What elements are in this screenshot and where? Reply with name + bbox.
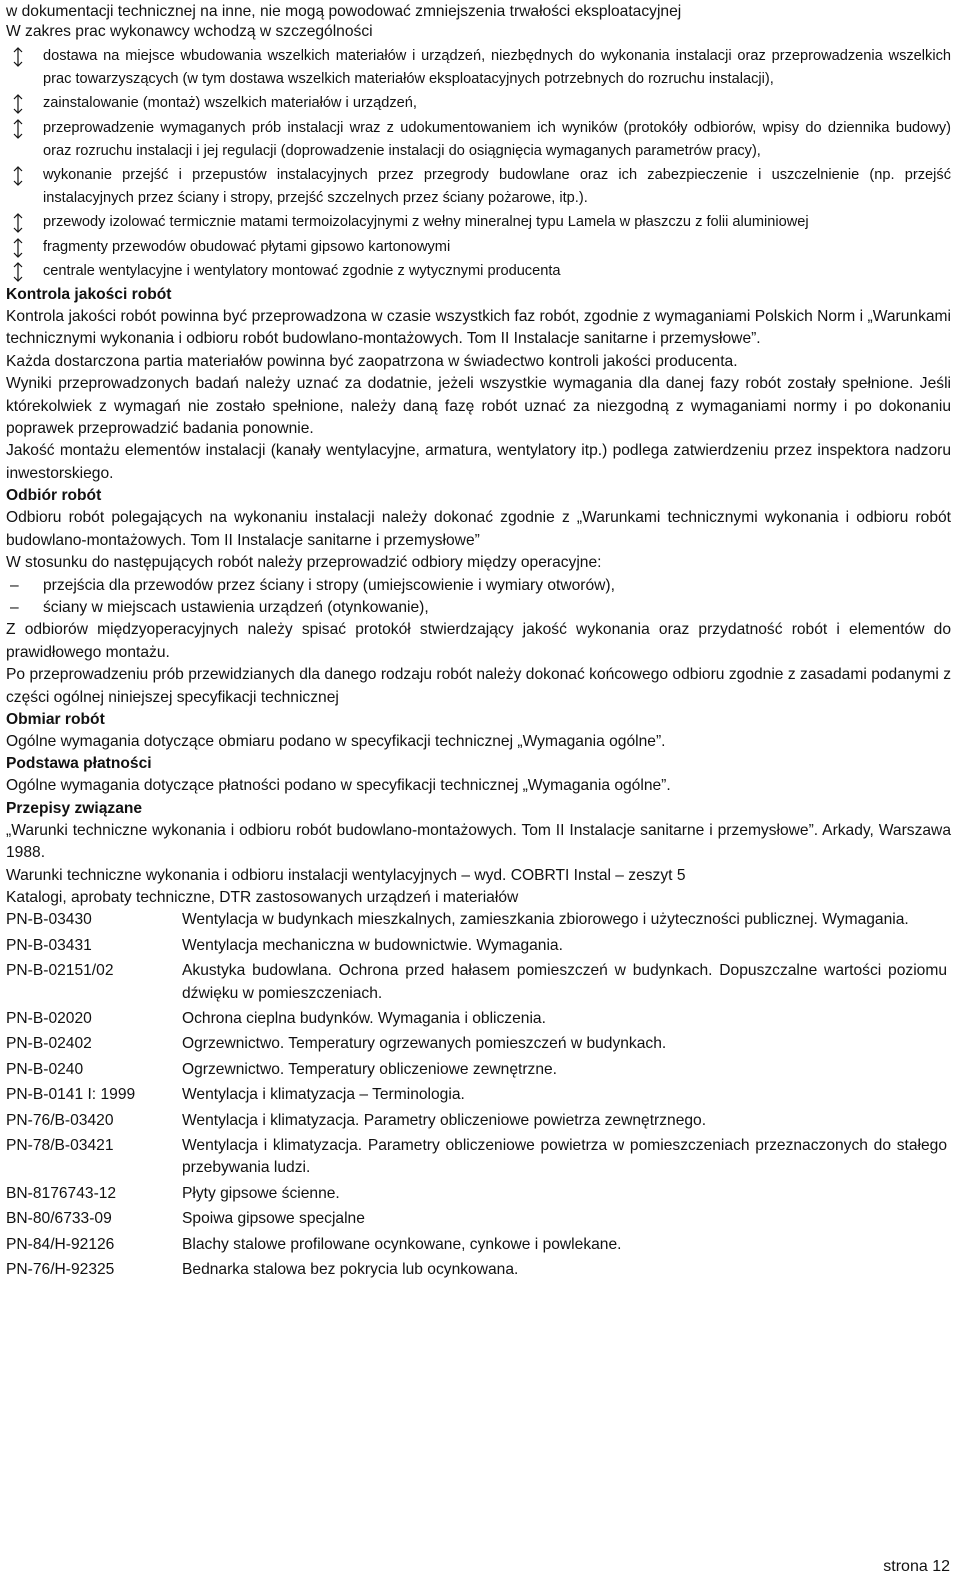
paragraph: W stosunku do następujących robót należy przeprowadzić odbiory między operacyjne: <box>6 554 602 572</box>
standard-row <box>6 960 951 1005</box>
section-heading-acceptance: Odbiór robót <box>6 487 102 505</box>
paragraph: Wyniki przeprowadzonych badań należy uznać za dodatnie, jeżeli wszystkie wymagania dla danej fazy robót zostały spełnione. Jeśli którekolwiek z wymagań nie zostało spełnione, należy daną fazę robót uznać za niezgodną z wymaganiami normy i po dokonaniu poprawek przeprowadzić badania ponownie. <box>6 375 951 438</box>
double-arrow-icon <box>12 119 24 139</box>
standard-title: Wentylacja mechaniczna w budownictwie. Wymagania. <box>182 936 563 954</box>
list-item-text: przewody izolować termicznie matami termoizolacyjnymi z wełny mineralnej typu Lamela w płaszczu z folii aluminiowej <box>43 214 809 231</box>
standard-title: Ogrzewnictwo. Temperatury obliczeniowe zewnętrzne. <box>182 1060 557 1078</box>
standard-title: Wentylacja w budynkach mieszkalnych, zamieszkania zbiorowego i użyteczności publicznej. Wymagania. <box>182 911 909 929</box>
paragraph: Z odbiorów międzyoperacyjnych należy spisać protokół stwierdzający jakość wykonania oraz przydatność robót i elementów do prawidłowego montażu. <box>6 621 951 661</box>
paragraph: Odbioru robót polegających na wykonaniu instalacji należy dokonać zgodnie z „Warunkami technicznymi wykonania i odbioru robót budowlano-montażowych. Tom II Instalacje sanitarne i przemysłowe” <box>6 509 951 549</box>
standard-row <box>6 1110 951 1132</box>
list-item <box>6 45 951 91</box>
paragraph: Ogólne wymagania dotyczące obmiaru podano w specyfikacji technicznej „Wymagania ogólne”. <box>6 732 666 750</box>
paragraph: Warunki techniczne wykonania i odbioru instalacji wentylacyjnych – wyd. COBRTI Instal – zeszyt 5 <box>6 866 686 884</box>
section-heading-measurement: Obmiar robót <box>6 710 105 728</box>
list-item <box>6 117 951 163</box>
standard-code: PN-B-0240 <box>6 1060 84 1078</box>
intro-line: W zakres prac wykonawcy wchodzą w szczególności <box>6 23 373 40</box>
standard-code: PN-B-03431 <box>6 936 92 954</box>
standard-title: Spoiwa gipsowe specjalne <box>182 1210 365 1228</box>
standard-row <box>6 1033 951 1055</box>
list-item <box>6 92 951 115</box>
paragraph: Po przeprowadzeniu prób przewidzianych dla danego rodzaju robót należy dokonać końcowego odbioru zgodnie z zasadami podanymi z części ogólnej niniejszej specyfikacji technicznej <box>6 666 951 706</box>
list-item <box>6 236 951 259</box>
paragraph: Kontrola jakości robót powinna być przeprowadzona w czasie wszystkich faz robót, zgodnie z wymaganiami Polskich Norm i „Warunkami technicznymi wykonania i odbioru robót budowlano-montażowych. Tom II Instalacje sanitarne i przemysłowe”. <box>6 308 951 348</box>
list-item <box>6 575 951 597</box>
standard-code: PN-B-0141 I: 1999 <box>6 1086 136 1104</box>
list-item-text: przeprowadzenie wymaganych prób instalacji wraz z udokumentowaniem ich wyników (protokóły odbiorów, wpisy do dziennika budowy) oraz rozruchu instalacji i jej regulacji (doprowadzenie instalacji do osiągnięcia wymaganych parametrów pracy), <box>43 119 951 159</box>
list-item-text: wykonanie przejść i przepustów instalacyjnych przez przegrody budowlane oraz ich zabezpieczenie i uszczelnienie (np. przejść instalacyjnych przez ściany i stropy, przejść szczelnych przez ściany pożarowe, itp.). <box>43 167 951 207</box>
standard-code: PN-B-02402 <box>6 1035 92 1053</box>
standard-title: Ogrzewnictwo. Temperatury ogrzewanych pomieszczeń w budynkach. <box>182 1035 667 1053</box>
standard-title: Bednarka stalowa bez pokrycia lub ocynkowana. <box>182 1261 519 1279</box>
standard-row <box>6 1259 951 1281</box>
double-arrow-icon <box>12 213 24 233</box>
list-item-text: dostawa na miejsce wbudowania wszelkich materiałów i urządzeń, niezbędnych do wykonania instalacji oraz przeprowadzenia wszelkich prac towarzyszących (w tym dostawa wszelkich materiałów eksploatacyjnych potrzebnych do rozruchu instalacji), <box>43 48 951 88</box>
standard-code: PN-78/B-03421 <box>6 1137 114 1155</box>
standard-title: Ochrona cieplna budynków. Wymagania i obliczenia. <box>182 1010 546 1027</box>
standard-title: Płyty gipsowe ścienne. <box>182 1184 340 1202</box>
standard-row <box>6 1234 951 1256</box>
standard-row <box>6 935 951 957</box>
standard-code: PN-76/H-92325 <box>6 1261 115 1279</box>
list-item <box>6 164 951 210</box>
list-item-text: przejścia dla przewodów przez ściany i stropy (umiejscowienie i wymiary otworów), <box>43 576 615 594</box>
double-arrow-icon <box>12 166 24 186</box>
standard-title: Akustyka budowlana. Ochrona przed hałasem pomieszczeń w budynkach. Dopuszczalne wartości poziomu dźwięku w pomieszczeniach. <box>182 962 947 1002</box>
standard-row <box>6 909 951 931</box>
paragraph: Jakość montażu elementów instalacji (kanały wentylacyjne, armatura, wentylatory itp.) podlega zatwierdzeniu przez inspektora nadzoru inwestorskiego. <box>6 442 951 482</box>
paragraph: „Warunki techniczne wykonania i odbioru robót budowlano-montażowych. Tom II Instalacje sanitarne i przemysłowe”. Arkady, Warszawa 1988. <box>6 821 951 862</box>
list-item <box>6 260 951 283</box>
dash-icon: – <box>10 598 19 616</box>
intro-line: w dokumentacji technicznej na inne, nie mogą powodować zmniejszenia trwałości eksploatacyjnej <box>6 3 682 20</box>
list-item-text: ściany w miejscach ustawienia urządzeń (otynkowanie), <box>43 598 429 616</box>
double-arrow-icon <box>12 47 24 67</box>
standard-row <box>6 1135 951 1180</box>
standard-title: Wentylacja i klimatyzacja. Parametry obliczeniowe powietrza w pomieszczeniach przeznaczonych do stałego przebywania ludzi. <box>182 1137 947 1177</box>
list-item-text: zainstalowanie (montaż) wszelkich materiałów i urządzeń, <box>43 95 417 112</box>
standard-title: Blachy stalowe profilowane ocynkowane, cynkowe i powlekane. <box>182 1235 622 1253</box>
standard-row <box>6 1059 951 1081</box>
standard-code: BN-80/6733-09 <box>6 1210 112 1228</box>
standard-code: PN-76/B-03420 <box>6 1111 114 1129</box>
standard-row <box>6 1208 951 1230</box>
standard-title: Wentylacja i klimatyzacja – Terminologia. <box>182 1086 465 1104</box>
double-arrow-icon <box>12 94 24 114</box>
list-item <box>6 211 951 234</box>
standard-code: PN-B-02020 <box>6 1010 92 1027</box>
list-item-text: fragmenty przewodów obudować płytami gipsowo kartonowymi <box>43 238 451 255</box>
standard-title: Wentylacja i klimatyzacja. Parametry obliczeniowe powietrza zewnętrznego. <box>182 1111 707 1129</box>
standard-row <box>6 1084 951 1106</box>
list-item <box>6 597 951 619</box>
section-heading-regulations: Przepisy związane <box>6 799 143 817</box>
standard-code: PN-84/H-92126 <box>6 1235 115 1253</box>
scope-bullet-list <box>6 45 951 283</box>
standard-code: PN-B-03430 <box>6 911 92 929</box>
dash-icon: – <box>10 576 19 594</box>
double-arrow-icon <box>12 238 24 258</box>
page-number: strona 12 <box>883 1558 950 1575</box>
paragraph: Każda dostarczona partia materiałów powinna być zaopatrzona w świadectwo kontroli jakości producenta. <box>6 352 738 370</box>
section-heading-payment: Podstawa płatności <box>6 755 152 773</box>
document-page <box>6 2 951 1284</box>
standard-row <box>6 1183 951 1205</box>
paragraph: Katalogi, aprobaty techniczne, DTR zastosowanych urządzeń i materiałów <box>6 888 519 906</box>
standard-code: BN-8176743-12 <box>6 1184 117 1202</box>
list-item-text: centrale wentylacyjne i wentylatory montować zgodnie z wytycznymi producenta <box>43 262 561 279</box>
standard-code: PN-B-02151/02 <box>6 962 114 980</box>
double-arrow-icon <box>12 262 24 282</box>
standards-list <box>6 909 951 1281</box>
paragraph: Ogólne wymagania dotyczące płatności podano w specyfikacji technicznej „Wymagania ogólne”. <box>6 777 671 795</box>
section-heading-quality: Kontrola jakości robót <box>6 286 172 304</box>
standard-row <box>6 1008 951 1030</box>
